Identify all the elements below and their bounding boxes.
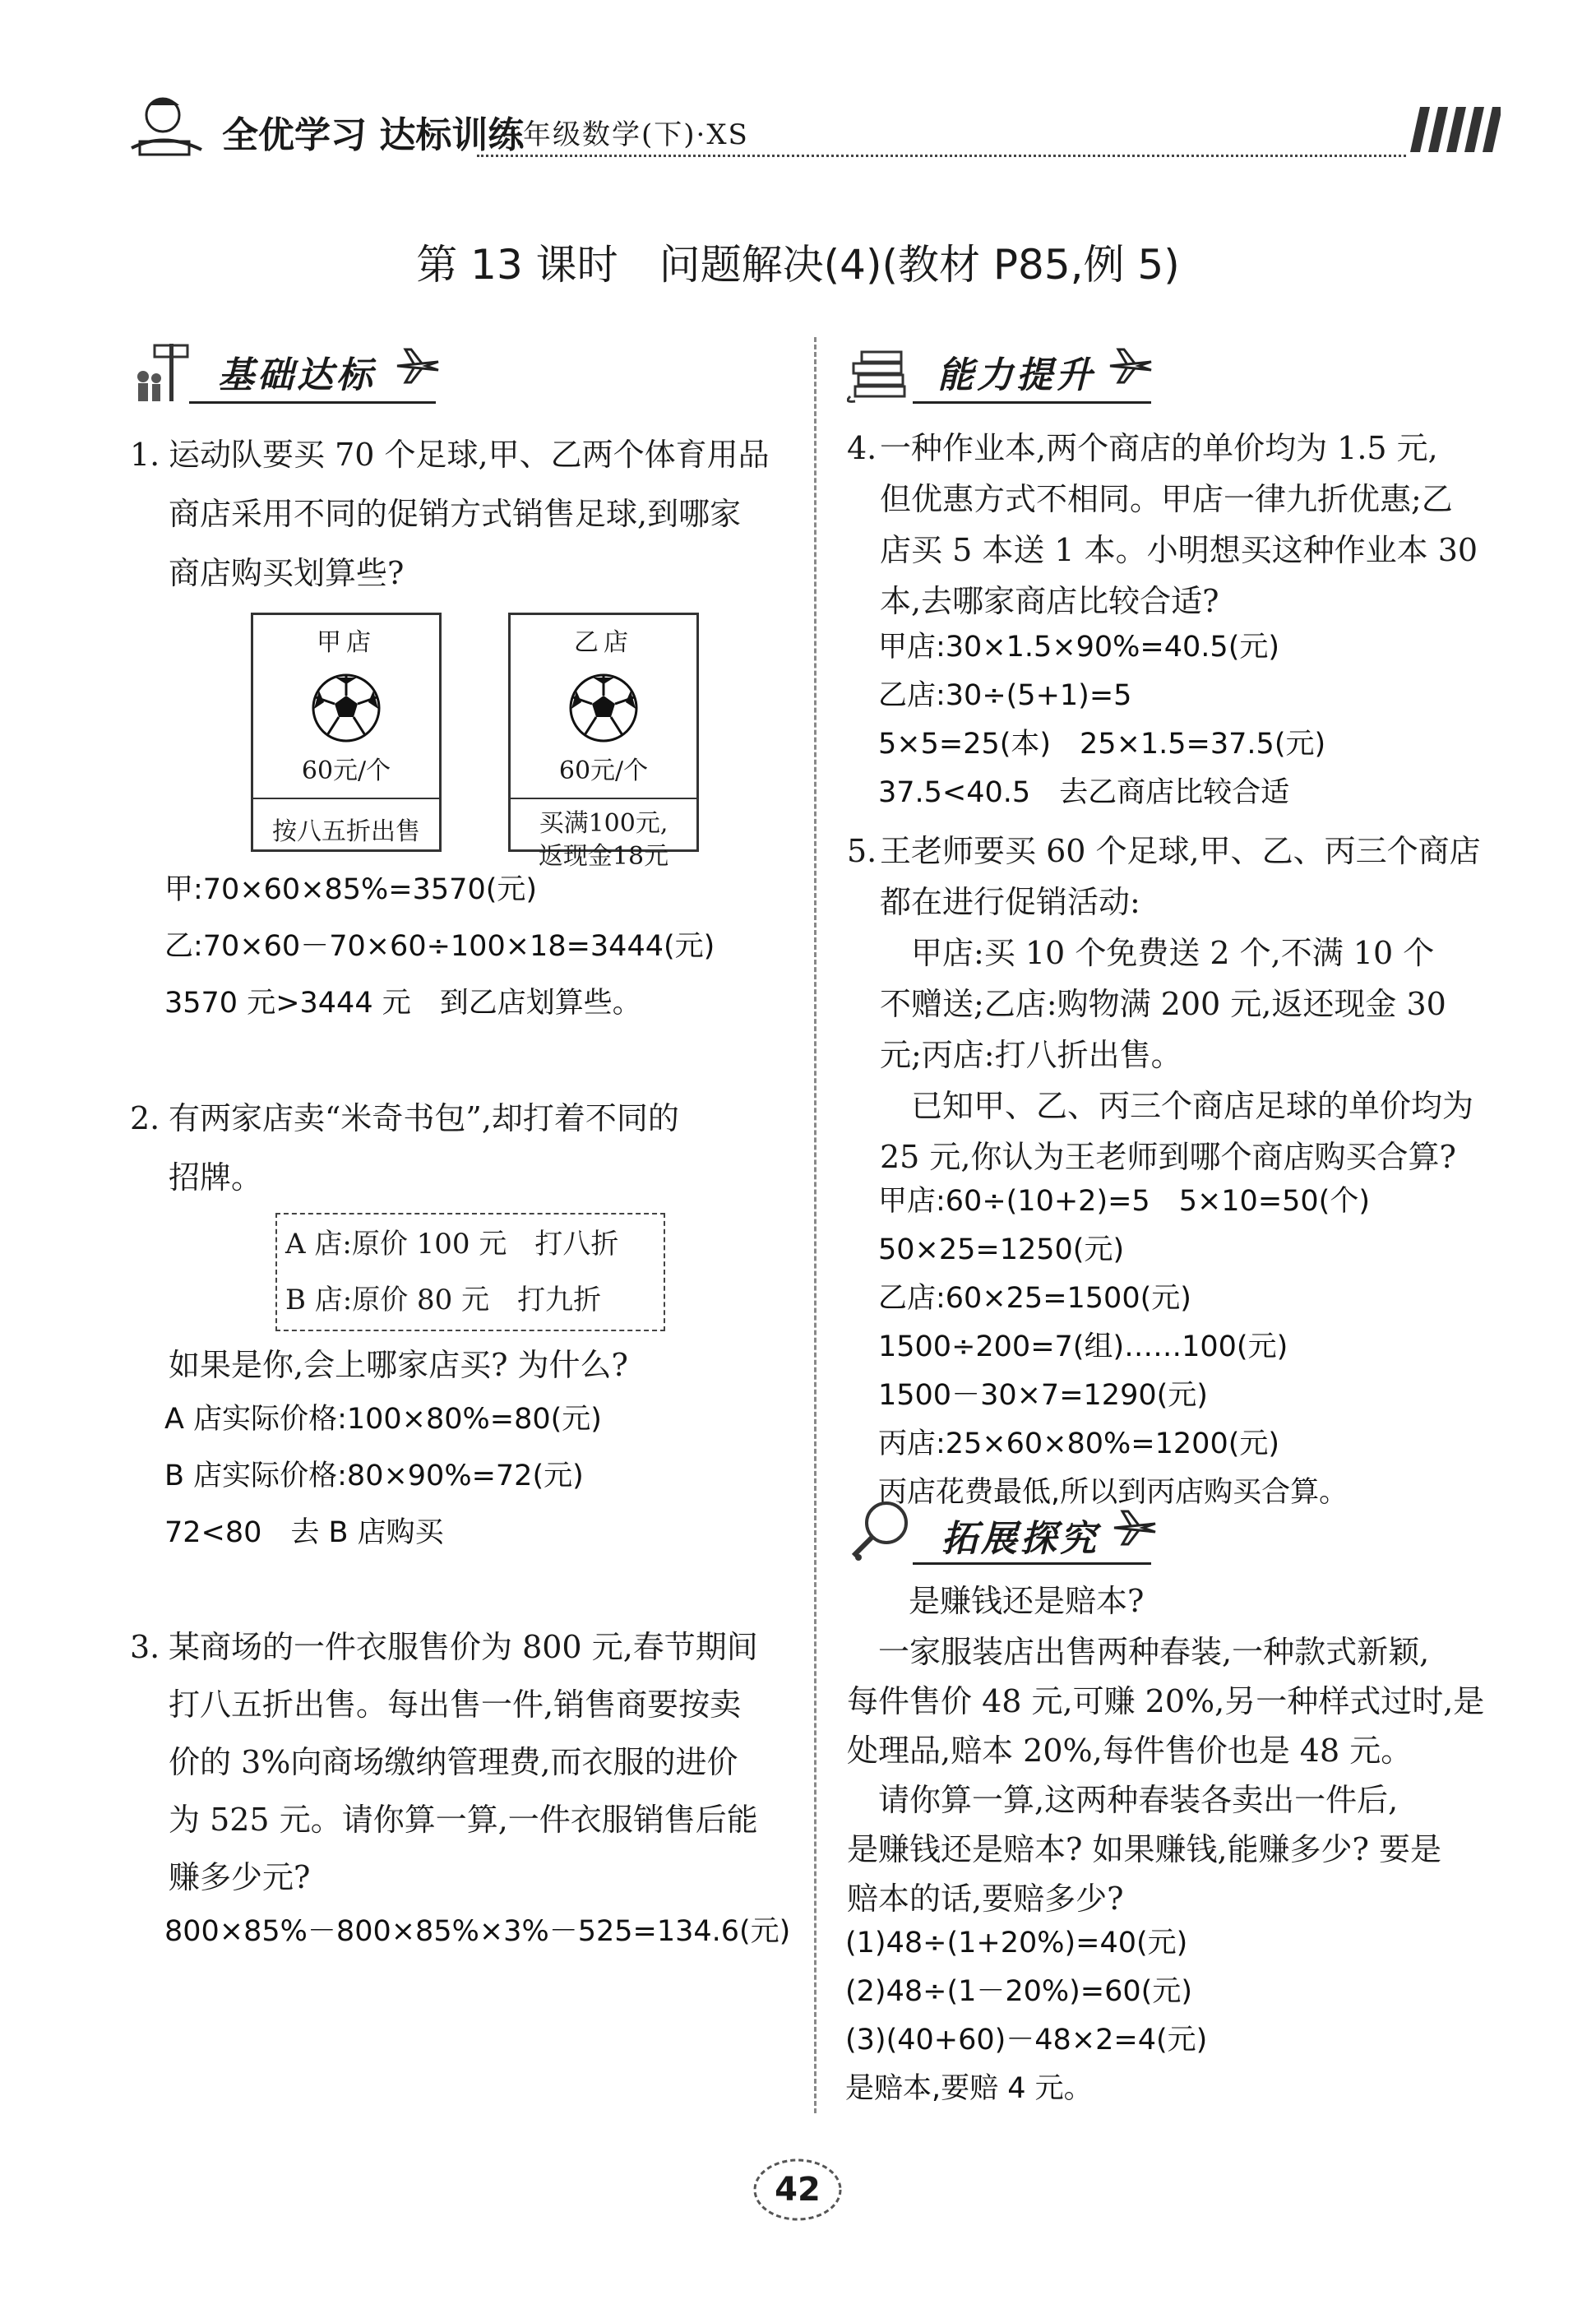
airplane-icon [393,345,442,386]
q5-answer: 丙店:25×60×80%=1200(元) [878,1427,1280,1460]
shop-sign [275,1213,665,1331]
section-underline [189,401,436,404]
book-subtitle: 六年级数学(下)·XS [493,118,749,151]
shop-promo: 返现金18元 [538,842,669,871]
q5-answer: 1500－30×7=1290(元) [878,1379,1208,1412]
q1-line: 商店采用不同的促销方式销售足球,到哪家 [169,496,742,532]
header-divider [477,155,1406,157]
lesson-title: 第 13 课时 问题解决(4)(教材 P85,例 5) [416,241,1180,289]
shop-price: 60元/个 [301,756,391,785]
q4-line: 店买 5 本送 1 本。小明想买这种作业本 30 [880,532,1478,568]
airplane-icon [1106,345,1155,386]
q3-line: 价的 3%向商场缴纳管理费,而衣服的进价 [169,1744,738,1780]
q6-line: 请你算一算,这两种春装各卖出一件后, [847,1782,1399,1818]
q4-line: 但优惠方式不相同。甲店一律九折优惠;乙 [880,481,1453,517]
q2-line: 招牌。 [169,1159,263,1196]
q6-answer: (2)48÷(1－20%)=60(元) [845,1975,1192,2008]
q6-answer: (3)(40+60)－48×2=4(元) [845,2024,1208,2057]
q4-answer: 甲店:30×1.5×90%=40.5(元) [878,631,1280,664]
brand-name: 全优学习 达标训练 [222,114,525,156]
q6-line: 一家服装店出售两种春装,一种款式新颖, [847,1634,1430,1670]
mascot-logo-icon [115,90,214,164]
shop-promo: 买满100元, [539,809,668,838]
q4-answer: 乙店:30÷(5+1)=5 [878,679,1132,712]
q5-known: 25 元,你认为王老师到哪个商店购买合算? [880,1139,1456,1175]
page-number: 42 [775,2171,821,2209]
shop-name: 甲店 [317,628,376,657]
stripes-decoration-icon [1410,107,1501,152]
soccer-ball-icon [311,673,382,743]
q2-line: 有两家店卖“米奇书包”,却打着不同的 [169,1100,679,1136]
q6-answer: (1)48÷(1+20%)=40(元) [845,1927,1188,1959]
q1-answer: 乙:70×60－70×60÷100×18=3444(元) [164,930,715,963]
q3-line: 赚多少元? [169,1859,311,1895]
q5-known: 已知甲、乙、丙三个商店足球的单价均为 [880,1088,1474,1124]
section-extend-title: 拓展探究 [941,1518,1099,1560]
shop-price: 60元/个 [558,756,649,785]
q2-number: 2. [130,1100,160,1136]
q6-answer: 是赔本,要赔 4 元。 [845,2072,1093,2105]
q6-line: 是赚钱还是赔本? 如果赚钱,能赚多少? 要是 [847,1831,1441,1867]
q1-answer: 3570 元>3444 元 到乙店划算些。 [164,987,641,1020]
q1-answer: 甲:70×60×85%=3570(元) [164,873,538,906]
q5-answer: 50×25=1250(元) [878,1233,1125,1266]
sign-line-a: A 店:原价 100 元 打八折 [285,1228,619,1261]
q6-line: 每件售价 48 元,可赚 20%,另一种样式过时,是 [847,1683,1485,1719]
section-basic-title: 基础达标 [218,354,376,396]
soccer-ball-icon [568,673,639,743]
q3-line: 为 525 元。请你算一算,一件衣服销售后能 [169,1802,758,1838]
q3-answer: 800×85%－800×85%×3%－525=134.6(元) [164,1915,791,1948]
q4-line: 一种作业本,两个商店的单价均为 1.5 元, [880,430,1438,466]
q3-line: 打八五折出售。每出售一件,销售商要按卖 [169,1686,742,1723]
page-header [115,90,1497,164]
section-underline [913,1562,1151,1565]
q2-answer: B 店实际价格:80×90%=72(元) [164,1460,584,1492]
q5-promo: 元;丙店:打八折出售。 [880,1037,1182,1073]
shop-card-jia [251,613,442,852]
q5-number: 5. [847,833,877,869]
q5-line: 王老师要买 60 个足球,甲、乙、丙三个商店 [880,833,1481,869]
q5-answer: 甲店:60÷(10+2)=5 5×10=50(个) [878,1185,1370,1218]
section-ability-title: 能力提升 [937,354,1095,396]
q2-answer: A 店实际价格:100×80%=80(元) [164,1403,602,1436]
q5-line: 都在进行促销活动: [880,884,1140,920]
q5-promo: 不赠送;乙店:购物满 200 元,返还现金 30 [880,986,1446,1022]
q1-line: 商店购买划算些? [169,555,405,591]
q5-answer: 1500÷200=7(组)……100(元) [878,1330,1288,1363]
shop-card-yi [508,613,699,871]
q4-line: 本,去哪家商店比较合适? [880,583,1219,619]
airplane-icon [1110,1507,1159,1548]
books-icon [847,337,913,403]
signpost-icon [130,337,196,403]
column-divider [814,337,817,2113]
q5-promo: 甲店:买 10 个免费送 2 个,不满 10 个 [880,935,1435,971]
q3-line: 某商场的一件衣服售价为 800 元,春节期间 [169,1629,758,1665]
q1-line: 运动队要买 70 个足球,甲、乙两个体育用品 [169,437,770,473]
q4-number: 4. [847,430,877,466]
q2-answer: 72<80 去 B 店购买 [164,1516,444,1549]
q3-number: 3. [130,1629,160,1665]
section-underline [913,401,1151,404]
shop-name: 乙店 [574,628,633,657]
sign-line-b: B 店:原价 80 元 打九折 [285,1284,602,1316]
q6-heading: 是赚钱还是赔本? [909,1583,1145,1619]
q2-question: 如果是你,会上哪家店买? 为什么? [169,1347,628,1383]
shop-promo: 按八五折出售 [272,817,420,846]
magnifier-icon [847,1497,913,1562]
q4-answer: 5×5=25(本) 25×1.5=37.5(元) [878,728,1326,761]
q4-answer: 37.5<40.5 去乙商店比较合适 [878,776,1290,809]
q6-line: 赔本的话,要赔多少? [847,1881,1124,1917]
q1-number: 1. [130,437,160,473]
q6-line: 处理品,赔本 20%,每件售价也是 48 元。 [847,1733,1413,1769]
q5-answer: 乙店:60×25=1500(元) [878,1282,1191,1315]
q5-answer: 丙店花费最低,所以到丙店购买合算。 [878,1476,1349,1509]
